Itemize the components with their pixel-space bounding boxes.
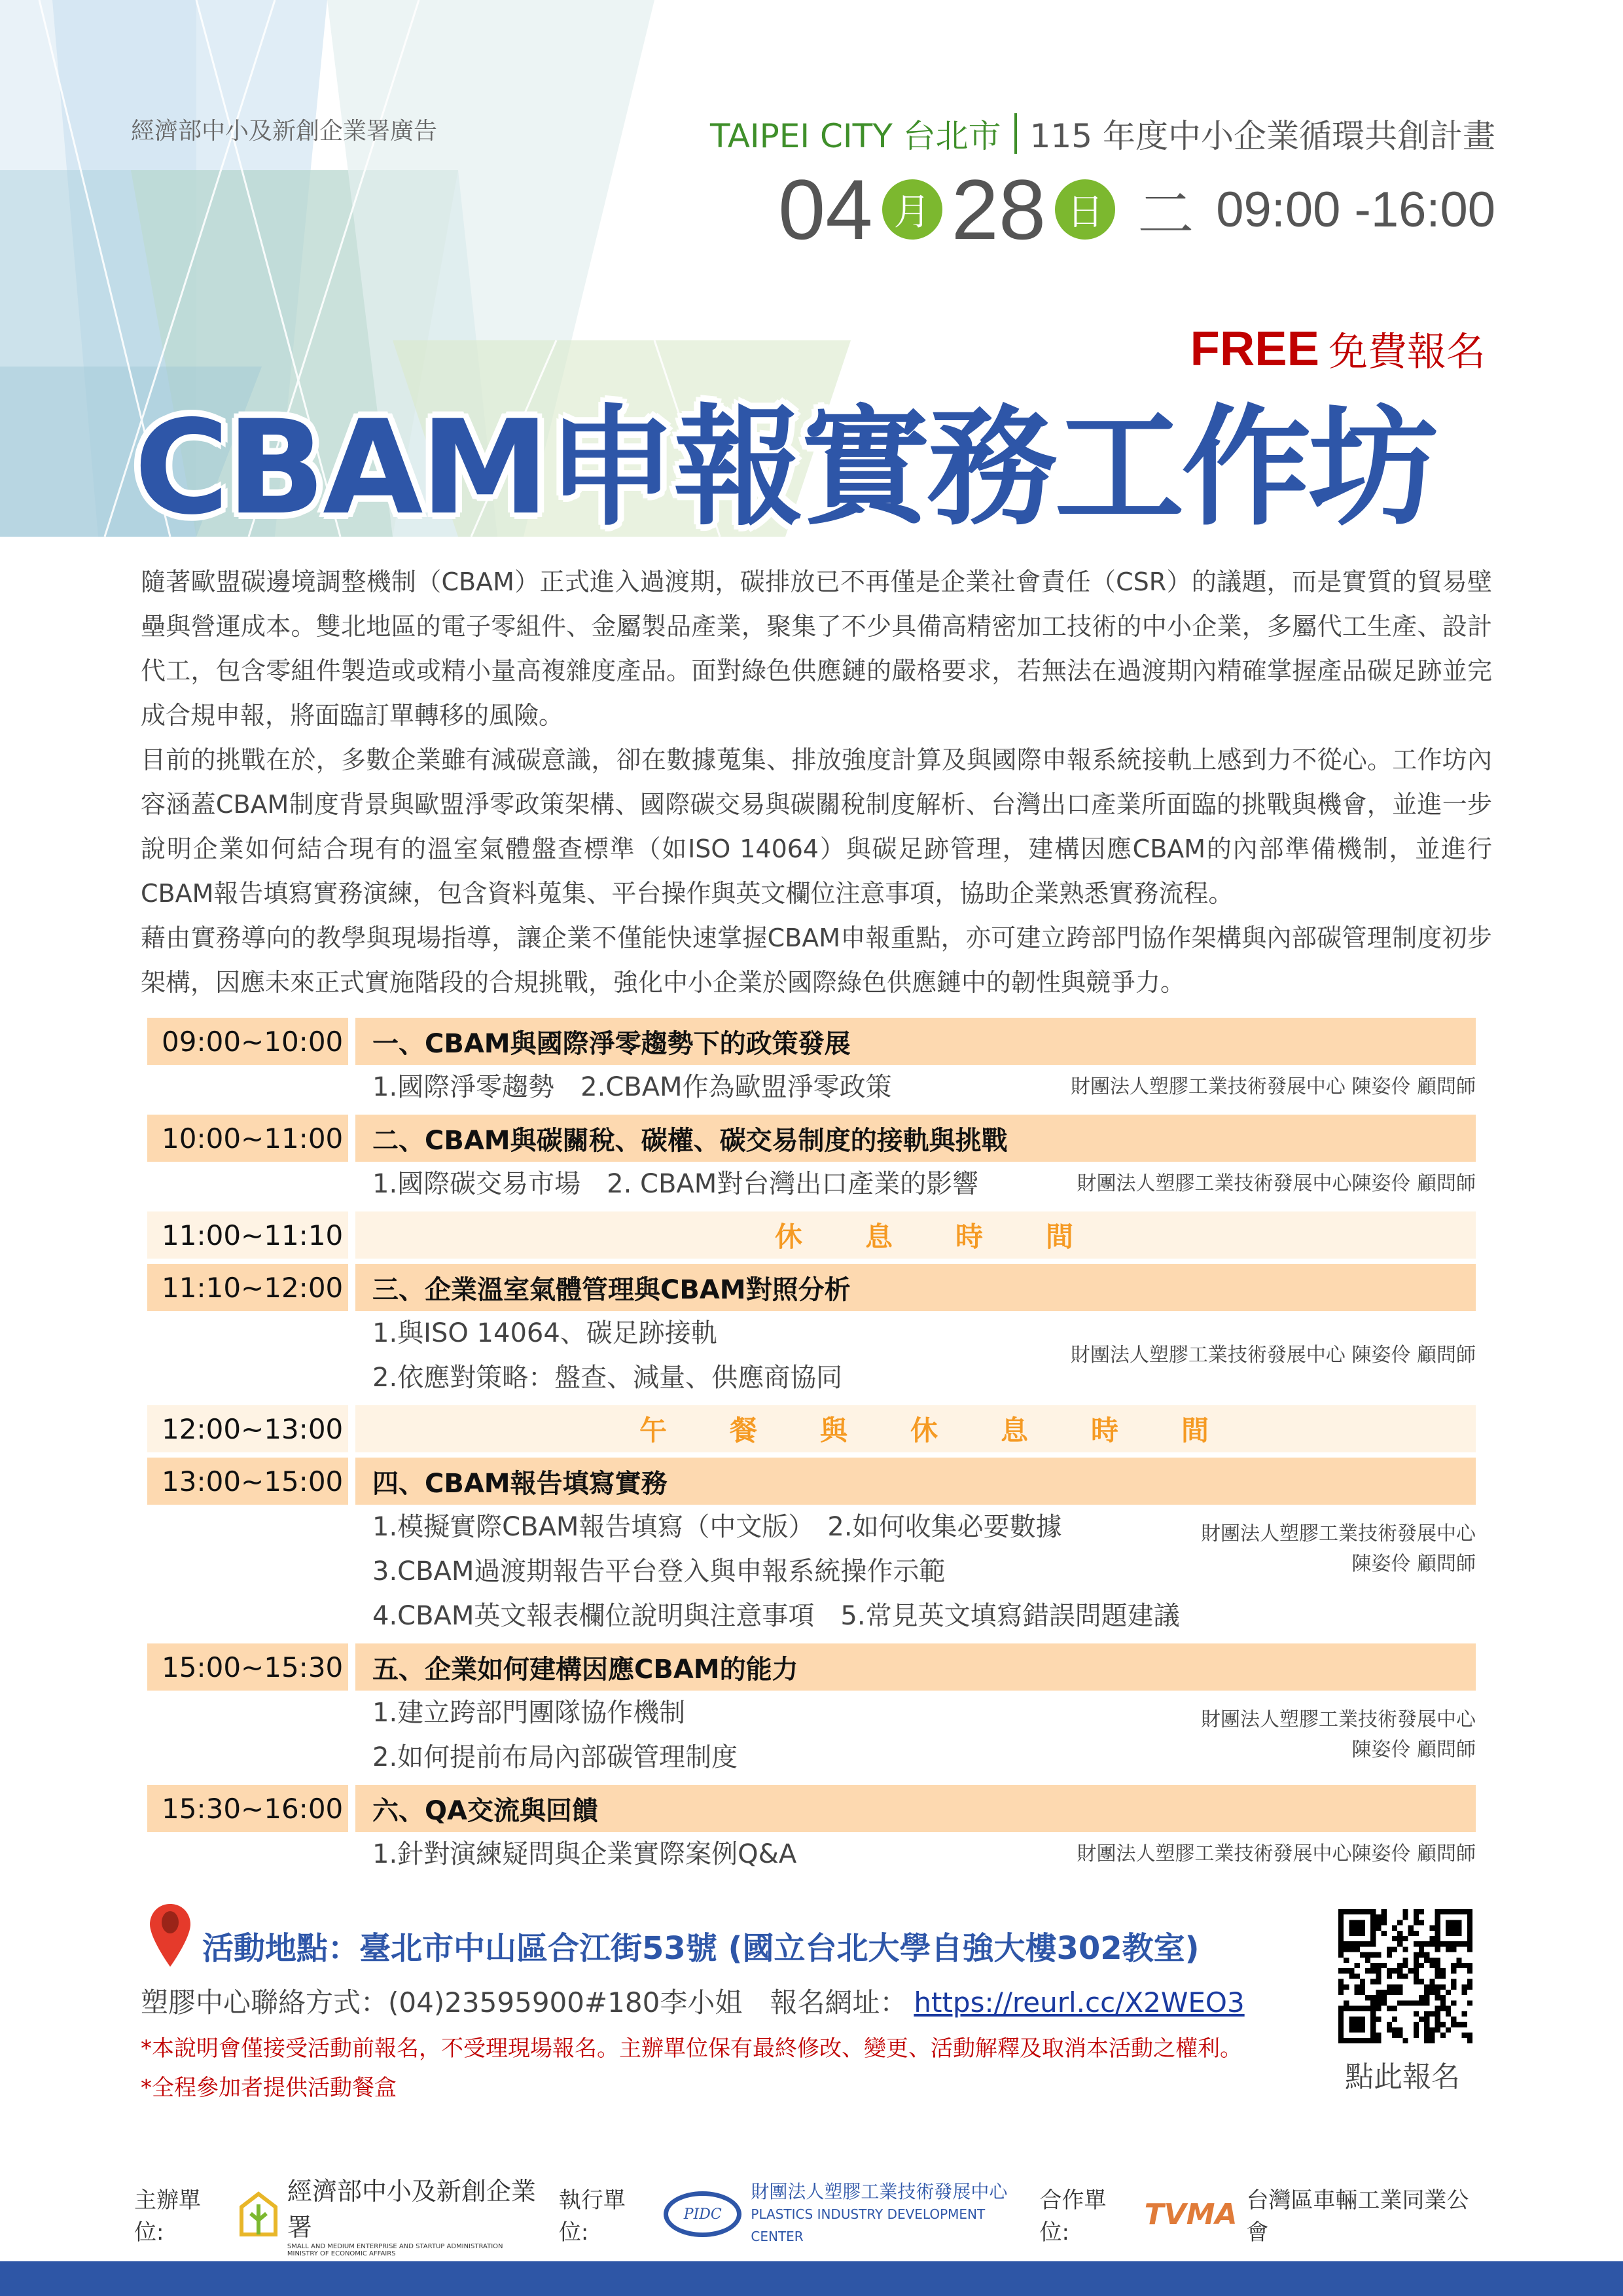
break-char: 餐 [729, 1414, 757, 1446]
session-header-row [147, 1115, 1476, 1162]
event-time: 09:00 -16:00 [1216, 181, 1495, 238]
session-time: 11:10~12:00 [147, 1264, 348, 1311]
free-registration [1190, 321, 1486, 377]
break-char: 時 [1091, 1414, 1119, 1446]
speaker: 財團法人塑膠工業技術發展中心 陳姿伶 顧問師 [1070, 1344, 1476, 1367]
session-details [147, 1505, 1476, 1638]
session-details [147, 1832, 1476, 1876]
event-info [141, 1903, 1492, 2164]
organizer-en: SMALL AND MEDIUM ENTERPRISE AND STARTUP ADMINISTRATION MINISTRY OF ECONOMIC AFFAIRS [287, 2243, 503, 2257]
executor-name: 財團法人塑膠工業技術發展中心 [751, 2181, 1008, 2202]
session-topic: 五、企業如何建構因應CBAM的能力 [355, 1643, 1476, 1691]
session-item: 3.CBAM過渡期報告平台登入與申報系統操作示範 [372, 1556, 946, 1587]
session-header-row [147, 1458, 1476, 1505]
session-time: 10:00~11:00 [147, 1115, 348, 1162]
session-item: 4.CBAM英文報表欄位說明與注意事項 5.常見英文填寫錯誤問題建議 [372, 1601, 1180, 1631]
page-title: CBAM申報實務工作坊 [134, 392, 1436, 543]
break-label [355, 1405, 1476, 1452]
intro-paragraph: 隨著歐盟碳邊境調整機制（CBAM）正式進入過渡期，碳排放已不再僅是企業社會責任（CSR）的議題，而是實質的貿易壁壘與營運成本。雙北地區的電子零組件、金屬製品產業，聚集了不少具備高精密加工技術的中小企業，多屬代工生產、設計代工，包含零組件製造或或精小量高複雜度產品。面對綠色供應鏈的嚴格要求，若無法在過渡期內精確掌握產品碳足跡並完成合規申報，將面臨訂單轉移的風險。 [141, 567, 1492, 730]
partner-name: 台灣區車輛工業同業公會 [1246, 2187, 1469, 2246]
qr-label: 點此報名 [1345, 2060, 1460, 2094]
bottom-bar [0, 2261, 1623, 2296]
break-char: 時 [955, 1221, 984, 1253]
speaker: 陳姿伶 顧問師 [1351, 1552, 1476, 1575]
session-item: 1.國際淨零趨勢 2.CBAM作為歐盟淨零政策 [372, 1072, 892, 1102]
session-topic: 六、QA交流與回饋 [355, 1785, 1476, 1832]
session-item: 1.模擬實際CBAM報告填寫（中文版） 2.如何收集必要數據 [372, 1512, 1062, 1542]
location [147, 1903, 1200, 1968]
session-details [147, 1162, 1476, 1206]
speaker: 財團法人塑膠工業技術發展中心 陳姿伶 顧問師 [1070, 1075, 1476, 1098]
break-char: 休 [910, 1414, 938, 1446]
session-item: 1.與ISO 14064、碳足跡接軌 [372, 1318, 717, 1348]
speaker: 陳姿伶 顧問師 [1351, 1738, 1476, 1761]
month: 04 [777, 162, 873, 257]
session-header-row [147, 1264, 1476, 1311]
partner-label: 合作單位: [1039, 2187, 1107, 2246]
event-date [777, 162, 1495, 257]
content-flow [134, 560, 1492, 2257]
session-topic: 一、CBAM與國際淨零趨勢下的政策發展 [355, 1018, 1476, 1065]
city-label: TAIPEI CITY 台北市 [710, 117, 1001, 155]
location-text: 活動地點：臺北市中山區合江街53號 (國立台北大學自強大樓302教室) [202, 1930, 1200, 1967]
session-time: 11:00~11:10 [147, 1211, 348, 1259]
speaker: 財團法人塑膠工業技術發展中心 [1201, 1708, 1476, 1731]
divider [1014, 113, 1017, 154]
organizer [134, 2171, 559, 2257]
session-header-row [147, 1785, 1476, 1832]
break-row [147, 1211, 1476, 1259]
session-item: 1.針對演練疑問與企業實際案例Q&A [372, 1839, 797, 1869]
session-time: 15:30~16:00 [147, 1785, 348, 1832]
session-details [147, 1691, 1476, 1780]
day: 28 [951, 162, 1046, 257]
intro-text [141, 560, 1492, 1005]
pidc-logo-icon: PIDC [664, 2191, 741, 2237]
speaker: 財團法人塑膠工業技術發展中心陳姿伶 顧問師 [1077, 1172, 1476, 1195]
qr-code[interactable] [1338, 1909, 1472, 2043]
session-header-row [147, 1018, 1476, 1065]
break-char: 間 [1046, 1221, 1074, 1253]
session-item: 2.如何提前布局內部碳管理制度 [372, 1742, 738, 1772]
session-time: 13:00~15:00 [147, 1458, 348, 1505]
weekday: 二 [1137, 182, 1194, 247]
session-item: 2.依應對策略：盤查、減量、供應商協同 [372, 1363, 843, 1393]
executor-label: 執行單位: [558, 2187, 626, 2246]
executor [559, 2181, 1040, 2248]
organizer-label: 主辦單位: [134, 2187, 201, 2246]
registration-link[interactable]: https://reurl.cc/X2WEO3 [914, 1986, 1245, 2018]
break-char: 與 [819, 1414, 847, 1446]
break-label [355, 1211, 1476, 1259]
schedule-table [147, 1018, 1476, 1876]
session-topic: 四、CBAM報告填寫實務 [355, 1458, 1476, 1505]
partner [1040, 2182, 1489, 2246]
session-details [147, 1065, 1476, 1109]
plan-label: 115 年度中小企業循環共創計畫 [1029, 117, 1495, 155]
organizer-name: 經濟部中小及新創企業署 [287, 2177, 536, 2242]
executor-en: PLASTICS INDUSTRY DEVELOPMENT CENTER [751, 2206, 986, 2244]
session-time: 12:00~13:00 [147, 1405, 348, 1452]
note-registration: *本說明會僅接受活動前報名，不受理現場報名。主辦單位保有最終修改、變更、活動解釋及取消本活動之權利。 [141, 2036, 1242, 2062]
break-char: 息 [865, 1221, 893, 1253]
intro-paragraph: 藉由實務導向的教學與現場指導，讓企業不僅能快速掌握CBAM申報重點，亦可建立跨部門協作架構與內部碳管理制度初步架構，因應未來正式實施階段的合規挑戰，強化中小企業於國際綠色供應鏈中的韌性與競爭力。 [141, 924, 1492, 997]
session-item: 1.建立跨部門團隊協作機制 [372, 1698, 686, 1728]
break-char: 休 [774, 1221, 802, 1253]
map-pin-icon [147, 1903, 193, 1968]
sme-logo-icon [239, 2191, 278, 2237]
session-header-row [147, 1643, 1476, 1691]
ad-label: 經濟部中小及新創企業署廣告 [131, 118, 438, 145]
free-zh: 免費報名 [1329, 329, 1486, 375]
contact-line [141, 1981, 1245, 2020]
month-badge: 月 [882, 179, 942, 240]
day-badge: 日 [1055, 179, 1115, 240]
speaker: 財團法人塑膠工業技術發展中心 [1201, 1522, 1476, 1545]
tvma-logo-icon: TVMA [1144, 2197, 1238, 2231]
break-row [147, 1405, 1476, 1452]
session-item: 1.國際碳交易市場 2. CBAM對台灣出口產業的影響 [372, 1169, 979, 1199]
session-details [147, 1311, 1476, 1400]
break-char: 息 [1001, 1414, 1029, 1446]
session-topic: 三、企業溫室氣體管理與CBAM對照分析 [355, 1264, 1476, 1311]
break-char: 午 [639, 1414, 667, 1446]
organizers-row [134, 2171, 1489, 2257]
contact-text: 塑膠中心聯絡方式：(04)23595900#180李小姐 報名網址： [141, 1986, 908, 2018]
intro-paragraph: 目前的挑戰在於，多數企業雖有減碳意識，卻在數據蒐集、排放強度計算及與國際申報系統接軌上感到力不從心。工作坊內容涵蓋CBAM制度背景與歐盟淨零政策架構、國際碳交易與碳關稅制度解析、台灣出口產業所面臨的挑戰與機會，並進一步說明企業如何結合現有的溫室氣體盤查標準（如ISO 14064）與碳足跡管理，建構因應CBAM的內部準備機制，並進行CBAM報告填寫實務演練，包含資料蒐集、平台操作與英文欄位注意事項，協助企業熟悉實務流程。 [141, 745, 1492, 908]
note-meal: *全程參加者提供活動餐盒 [141, 2075, 397, 2101]
session-time: 15:00~15:30 [147, 1643, 348, 1691]
program-line [710, 110, 1495, 157]
speaker: 財團法人塑膠工業技術發展中心陳姿伶 顧問師 [1077, 1842, 1476, 1865]
session-topic: 二、CBAM與碳關稅、碳權、碳交易制度的接軌與挑戰 [355, 1115, 1476, 1162]
session-time: 09:00~10:00 [147, 1018, 348, 1065]
free-en: FREE [1190, 321, 1319, 376]
break-char: 間 [1181, 1414, 1209, 1446]
